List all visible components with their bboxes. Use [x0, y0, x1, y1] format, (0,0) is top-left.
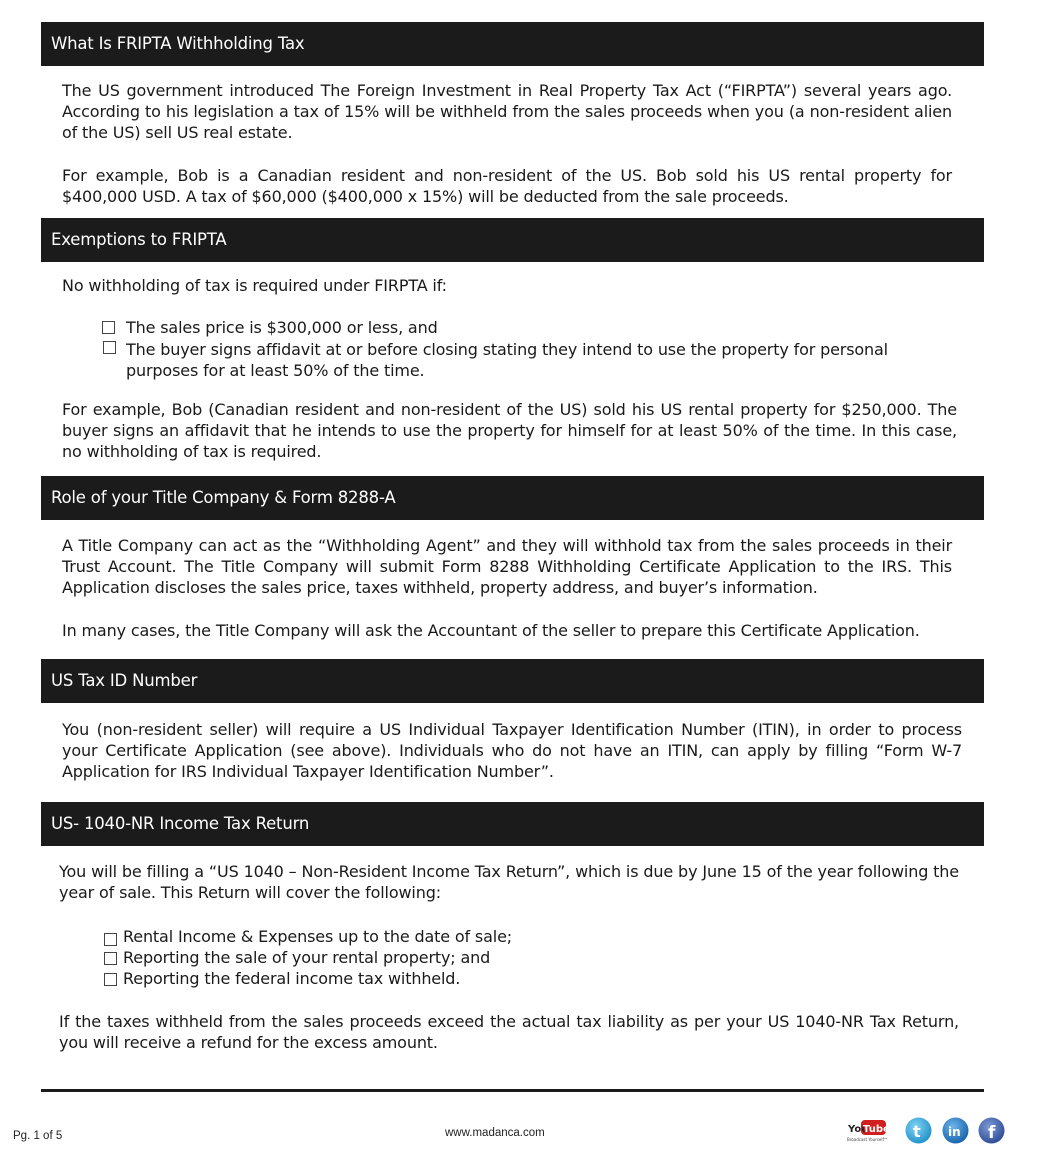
list-item: Reporting the sale of your rental property; and: [123, 948, 491, 967]
footer-divider: [41, 1089, 984, 1092]
section-header-exemptions: Exemptions to FRIPTA: [41, 218, 984, 262]
youtube-icon[interactable]: [846, 1119, 890, 1143]
list-item: The buyer signs affidavit at or before closing stating they intend to use the property for personal purposes for at least 50% of the time.: [126, 340, 888, 380]
section-header-1040nr: US- 1040-NR Income Tax Return: [41, 802, 984, 846]
svg-text:Broadcast Yourself™: Broadcast Yourself™: [847, 1137, 888, 1142]
twitter-icon[interactable]: [905, 1117, 932, 1144]
svg-text:t: t: [913, 1122, 921, 1141]
svg-text:in: in: [948, 1125, 961, 1139]
section-header-tax-id: US Tax ID Number: [41, 659, 984, 703]
section-paragraph: For example, Bob (Canadian resident and non-resident of the US) sold his US rental property for $250,000. The buyer signs an affidavit that he intends to use the property for himself for at least 50% of the time. In this case, no withholding of tax is required.: [62, 400, 957, 461]
section-paragraph: The US government introduced The Foreign Investment in Real Property Tax Act (“FIRPTA”) several years ago. According to his legislation a tax of 15% will be withheld from the sales proceeds when you (a non-resident alien of the US) sell US real estate.: [62, 81, 952, 142]
section-paragraph: In many cases, the Title Company will ask the Accountant of the seller to prepare this Certificate Application.: [62, 621, 920, 640]
facebook-icon[interactable]: [978, 1117, 1005, 1144]
checkbox-icon: [103, 341, 116, 354]
list-item: The sales price is $300,000 or less, and: [126, 318, 438, 337]
page-number: Pg. 1 of 5: [13, 1130, 63, 1142]
section-intro: No withholding of tax is required under FIRPTA if:: [62, 276, 447, 295]
svg-text:You: You: [848, 1124, 869, 1135]
linkedin-icon[interactable]: [942, 1117, 969, 1144]
svg-text:Tube: Tube: [863, 1124, 890, 1135]
section-paragraph: For example, Bob is a Canadian resident and non-resident of the US. Bob sold his US rental property for $400,000 USD. A tax of $60,000 ($400,000 x 15%) will be deducted from the sale proceeds.: [62, 166, 952, 206]
section-paragraph: If the taxes withheld from the sales proceeds exceed the actual tax liability as per your US 1040-NR Tax Return, you will receive a refund for the excess amount.: [59, 1012, 959, 1052]
section-paragraph: A Title Company can act as the “Withholding Agent” and they will withhold tax from the sales proceeds in their Trust Account. The Title Company will submit Form 8288 Withholding Certificate Application to the IRS. This Application discloses the sales price, taxes withheld, property address, and buyer’s information.: [62, 536, 952, 597]
section-header-title-company: Role of your Title Company & Form 8288-A: [41, 476, 984, 520]
website-link[interactable]: www.madanca.com: [445, 1127, 545, 1139]
checkbox-icon: [104, 973, 117, 986]
checkbox-icon: [104, 952, 117, 965]
list-item: Reporting the federal income tax withheld.: [123, 969, 461, 988]
list-item: Rental Income & Expenses up to the date of sale;: [123, 927, 513, 946]
checkbox-icon: [104, 933, 117, 946]
checkbox-icon: [102, 321, 115, 334]
section-header-fripta: What Is FRIPTA Withholding Tax: [41, 22, 984, 66]
svg-text:f: f: [988, 1123, 996, 1143]
section-paragraph: You (non-resident seller) will require a US Individual Taxpayer Identification Number (ITIN), in order to process your Certificate Application (see above). Individuals who do not have an ITIN, can apply by filling “Form W-7 Application for IRS Individual Taxpayer Identification Number”.: [62, 720, 962, 781]
section-intro: You will be filling a “US 1040 – Non-Resident Income Tax Return”, which is due by June 15 of the year following the year of sale. This Return will cover the following:: [59, 862, 959, 902]
